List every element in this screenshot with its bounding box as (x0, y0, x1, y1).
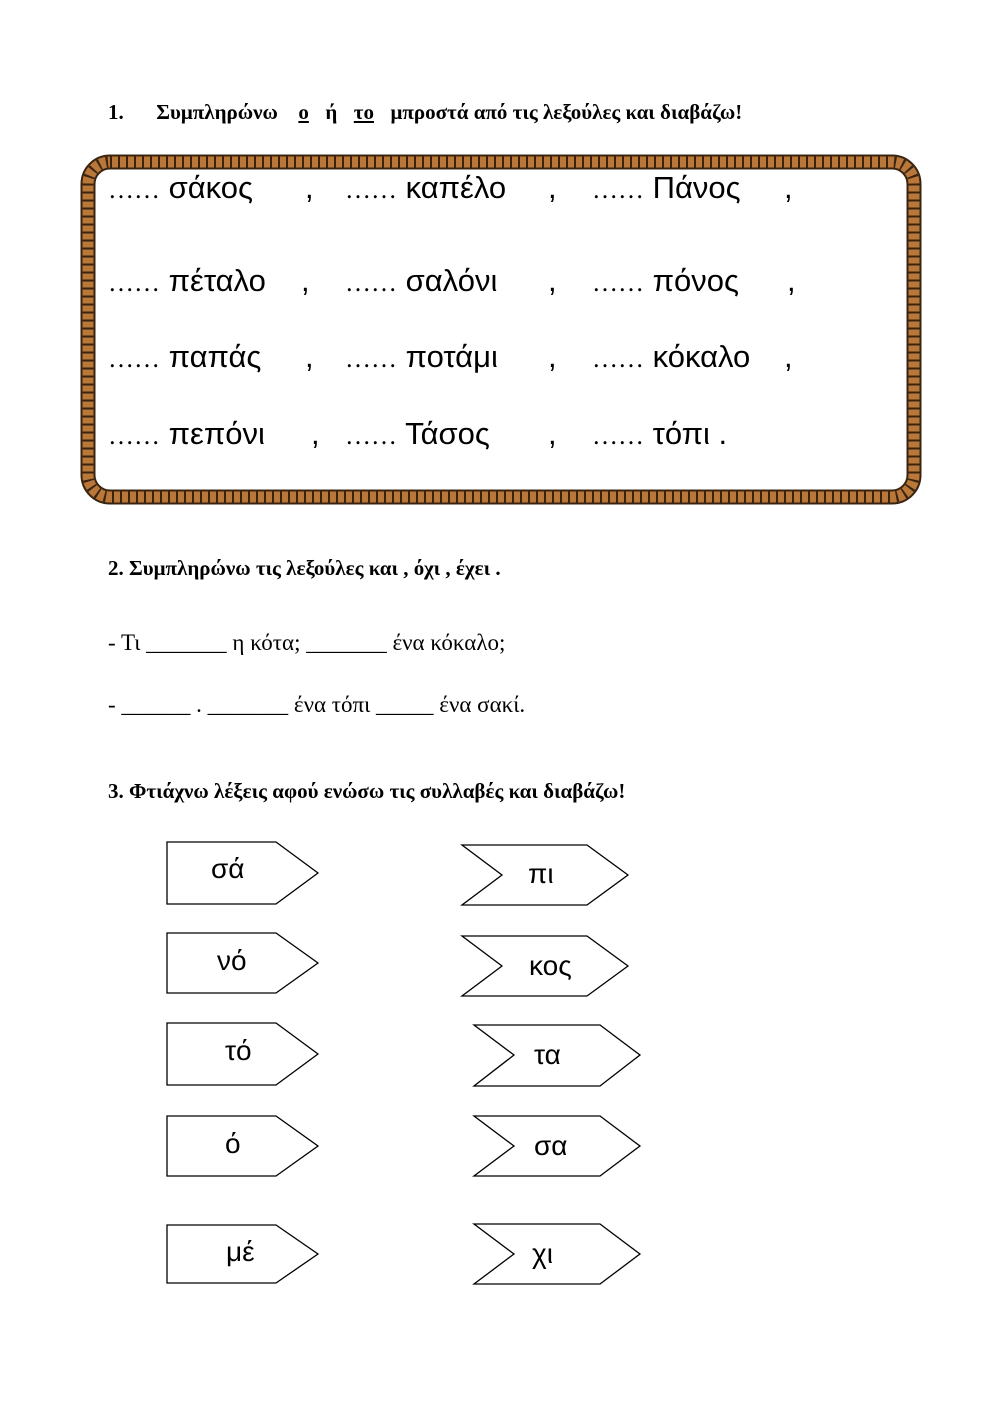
word: τόπι . (652, 416, 728, 451)
right-syllable-4: σα (534, 1130, 568, 1161)
blank-dots: …… (592, 175, 644, 204)
exercise-2-heading: 2. Συμπληρώνω τις λεξούλες και , όχι , έχει . (108, 556, 501, 580)
word: κόκαλο (652, 339, 751, 374)
word: σαλόνι (405, 263, 498, 298)
right-syllable-3: τα (534, 1039, 561, 1070)
comma: , (784, 170, 793, 205)
comma: , (784, 339, 793, 374)
comma: , (548, 170, 557, 205)
article-o: ο (298, 100, 309, 124)
left-syllable-3: τό (225, 1035, 252, 1066)
word: Πάνος (652, 170, 741, 205)
left-tag-4 (167, 1116, 318, 1176)
comma: , (301, 263, 310, 298)
word: πόνος (652, 263, 739, 298)
comma: , (305, 339, 314, 374)
right-syllable-5: χι (532, 1238, 553, 1269)
blank-dots: …… (345, 344, 397, 373)
exercise-2-line-2: - ______ . _______ ένα τόπι _____ ένα σακί. (108, 692, 526, 717)
blank-dots: …… (345, 268, 397, 297)
blank-dots: …… (108, 268, 160, 297)
left-syllable-5: μέ (226, 1236, 255, 1267)
comma: , (548, 339, 557, 374)
blank-dots: …… (108, 421, 160, 450)
right-tag-5 (474, 1224, 640, 1284)
right-syllable-1: πι (528, 858, 554, 889)
word: σάκος (168, 170, 253, 205)
blank-dots: …… (345, 175, 397, 204)
word: παπάς (168, 339, 262, 374)
blank-dots: …… (592, 344, 644, 373)
comma: , (311, 416, 320, 451)
exercise-3-heading: 3. Φτιάχνω λέξεις αφού ενώσω τις συλλαβές και διαβάζω! (108, 779, 626, 803)
exercise-1-text-start: Συμπληρώνω (156, 100, 278, 124)
blank-dots: …… (345, 421, 397, 450)
article-to: το (353, 100, 374, 124)
left-syllable-2: νό (217, 945, 247, 976)
blank-dots: …… (592, 421, 644, 450)
comma: , (787, 263, 796, 298)
left-syllable-1: σά (211, 853, 245, 884)
word: Τάσος (405, 416, 490, 451)
blank-dots: …… (108, 344, 160, 373)
comma: , (305, 170, 314, 205)
blank-dots: …… (108, 175, 160, 204)
word: ποτάμι (405, 339, 498, 374)
word-or: ή (325, 100, 338, 124)
word: πεπόνι (168, 416, 265, 451)
exercise-1-text-end: μπροστά από τις λεξούλες και διαβάζω! (390, 100, 743, 124)
word: πέταλο (168, 263, 266, 298)
exercise-2-line-1: - Τι _______ η κότα; _______ ένα κόκαλο; (108, 630, 506, 655)
comma: , (548, 416, 557, 451)
word: καπέλο (405, 170, 507, 205)
comma: , (548, 263, 557, 298)
left-syllable-4: ό (225, 1128, 241, 1159)
exercise-1-number: 1. (108, 100, 124, 124)
blank-dots: …… (592, 268, 644, 297)
right-syllable-2: κος (529, 950, 572, 981)
